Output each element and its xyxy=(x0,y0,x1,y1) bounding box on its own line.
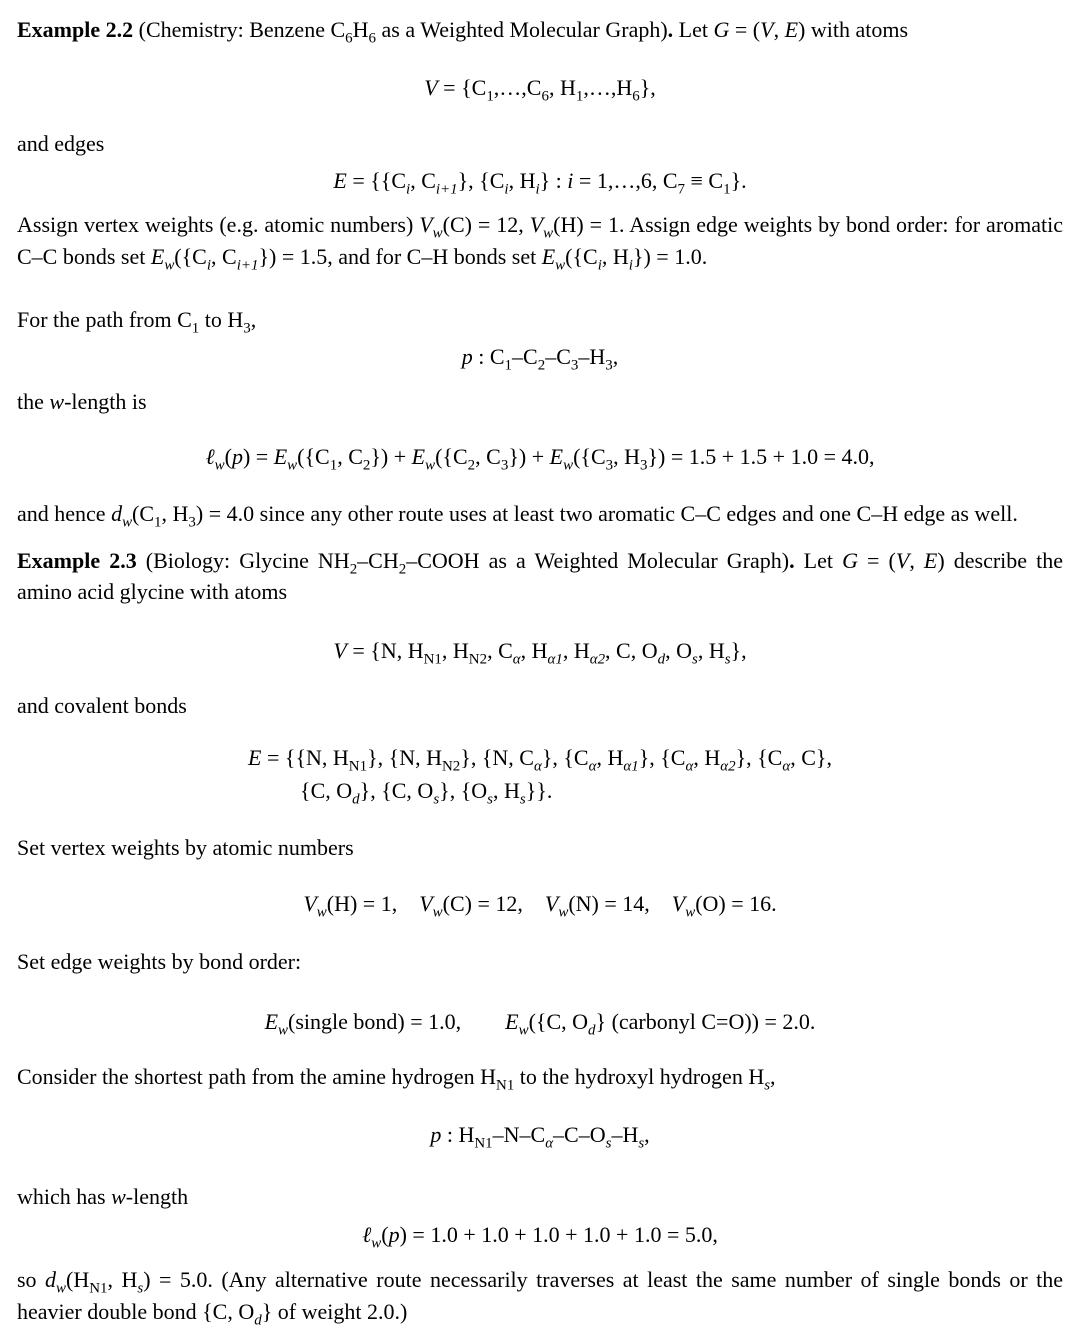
text-segment: = {{N, H xyxy=(261,745,349,771)
eq-glycine-edge-set-line1 xyxy=(248,741,832,774)
text-segment: and hence xyxy=(17,501,112,527)
text-segment: , xyxy=(250,306,257,332)
text-segment: }) + xyxy=(370,444,412,470)
text-segment: –N–C xyxy=(492,1122,546,1148)
text-segment: ,…,C xyxy=(493,75,542,101)
text-segment: H xyxy=(352,17,369,42)
text-segment: }) = 1.5, and for C–H bonds set xyxy=(258,243,542,269)
text-segment: 2 xyxy=(467,457,476,474)
para-set-vertex-weights xyxy=(17,832,1063,863)
text-segment: , H xyxy=(693,745,721,771)
text-segment: E xyxy=(541,243,556,269)
text-segment: }) = 1.5 + 1.5 + 1.0 = 4.0, xyxy=(647,444,875,470)
text-segment: V xyxy=(424,75,438,101)
text-segment: }, {C xyxy=(457,168,505,194)
text-segment: V xyxy=(671,890,686,916)
text-segment: , H xyxy=(697,638,725,664)
text-segment: w xyxy=(111,1184,126,1210)
text-segment: to the hydroxyl hydrogen H xyxy=(514,1063,765,1089)
text-segment: (C) = 12, xyxy=(442,890,545,916)
text-segment: α1 xyxy=(547,651,563,668)
text-segment: and edges xyxy=(17,131,105,157)
text-segment: , xyxy=(909,547,924,573)
text-segment: E xyxy=(248,745,262,771)
text-segment: w xyxy=(122,514,133,531)
text-segment: V xyxy=(895,547,910,573)
eq-benzene-edge-set xyxy=(17,164,1063,197)
text-segment: so xyxy=(17,1267,46,1293)
text-segment: V xyxy=(529,212,544,238)
text-segment: 1 xyxy=(504,357,513,374)
text-segment: 1 xyxy=(575,88,584,105)
text-segment: ) = 4.0 since any other route uses at least two aromatic C–C edges and one C–H edge as well. xyxy=(195,501,1018,527)
eq-glycine-vertex-set xyxy=(17,634,1063,667)
text-segment: N1 xyxy=(496,1077,515,1094)
text-segment: G xyxy=(842,547,858,573)
text-segment: Let xyxy=(673,17,714,42)
text-segment: s xyxy=(433,791,440,808)
text-segment: Consider the shortest path from the amine hydrogen H xyxy=(17,1063,497,1089)
text-segment: }, {N, C xyxy=(460,745,534,771)
text-segment: p xyxy=(430,1122,442,1148)
text-segment: w xyxy=(432,903,443,920)
text-segment: , H xyxy=(441,638,469,664)
text-segment: }, {C, O xyxy=(359,778,434,804)
text-segment: Set vertex weights by atomic numbers xyxy=(17,835,354,861)
text-segment: 1 xyxy=(329,457,338,474)
text-segment: , C xyxy=(410,168,436,194)
text-segment: i xyxy=(567,168,574,194)
text-segment: Let xyxy=(794,547,843,573)
text-segment: E xyxy=(273,444,288,470)
text-segment: , O xyxy=(665,638,692,664)
text-segment: E xyxy=(923,547,938,573)
text-segment: , C xyxy=(337,444,363,470)
text-segment: E xyxy=(549,444,564,470)
text-segment: }, {N, H xyxy=(367,745,442,771)
text-segment: –CH xyxy=(357,547,399,573)
text-segment: ({C xyxy=(565,243,598,269)
text-segment: 2 xyxy=(362,457,371,474)
text-segment: (C xyxy=(132,501,155,527)
text-segment: d xyxy=(111,501,123,527)
text-segment: : H xyxy=(441,1122,475,1148)
eq-glycine-edge-set-line2 xyxy=(248,774,832,807)
para-which-has-w-length xyxy=(17,1181,1063,1212)
text-segment: –C–O xyxy=(553,1122,606,1148)
text-segment: -length is xyxy=(64,389,147,415)
text-segment: , H xyxy=(107,1267,138,1293)
text-segment: , C xyxy=(475,444,501,470)
text-segment: d xyxy=(588,1022,596,1039)
text-segment: s xyxy=(691,651,698,668)
text-segment: V xyxy=(419,212,433,238)
text-segment: V xyxy=(303,890,317,916)
eq-glycine-vertex-weights xyxy=(17,887,1063,920)
example-2-2-heading xyxy=(17,14,1063,45)
text-segment: V xyxy=(544,890,559,916)
text-segment: as a Weighted Molecular Graph) xyxy=(376,17,668,42)
text-segment: N2 xyxy=(441,758,461,775)
text-segment: ) describe the amino acid glycine with atoms xyxy=(17,547,1063,604)
text-segment: Set edge weights by bond order: xyxy=(17,948,302,974)
text-segment: 6 xyxy=(368,30,376,47)
text-segment: p xyxy=(461,344,473,370)
text-segment: –C xyxy=(545,344,571,370)
text-segment: N1 xyxy=(423,651,442,668)
text-segment: E xyxy=(784,17,799,42)
text-segment: i xyxy=(206,257,212,274)
text-segment: V xyxy=(760,17,774,42)
text-segment: s xyxy=(638,1135,645,1152)
text-segment: = 1,…,6, C xyxy=(573,168,678,194)
text-segment: (C) = 12, xyxy=(442,212,530,238)
text-segment: d xyxy=(45,1267,57,1293)
eq-benzene-path xyxy=(17,340,1063,373)
text-segment: w xyxy=(278,1022,289,1039)
para-hence-distance xyxy=(17,498,1063,529)
text-segment: ≡ C xyxy=(684,168,724,194)
example-2-3-heading xyxy=(17,545,1063,607)
text-segment: (single bond) = 1.0, xyxy=(288,1008,506,1034)
text-segment: 3 xyxy=(605,457,614,474)
text-segment: V xyxy=(419,890,433,916)
text-segment: 3 xyxy=(500,457,509,474)
text-segment: w xyxy=(49,389,65,415)
text-segment: i xyxy=(535,181,540,198)
text-segment: w xyxy=(425,457,436,474)
text-segment: α xyxy=(588,758,597,775)
text-segment: ℓ xyxy=(205,444,215,470)
text-segment: = ( xyxy=(729,17,761,42)
text-and-covalent-bonds xyxy=(17,690,1063,721)
eq-glycine-edge-set-lines xyxy=(248,741,832,807)
text-segment: 3 xyxy=(605,357,613,374)
text-segment: ( xyxy=(224,444,232,470)
text-segment: s xyxy=(605,1135,612,1152)
text-segment: (H) = 1, xyxy=(326,890,420,916)
eq-glycine-edge-weights xyxy=(17,1005,1063,1038)
text-segment: w xyxy=(543,225,554,242)
eq-glycine-edge-set xyxy=(17,741,1063,807)
text-segment: d xyxy=(657,651,666,668)
text-segment: Example 2.3 xyxy=(17,547,137,573)
text-segment: ({C xyxy=(174,243,207,269)
text-segment: (H xyxy=(66,1267,90,1293)
text-segment: α1 xyxy=(623,758,639,775)
text-segment: For the path from C xyxy=(17,306,192,332)
text-segment: s xyxy=(724,651,731,668)
text-segment: i+1 xyxy=(236,257,259,274)
text-segment: ({C xyxy=(573,444,606,470)
text-segment: , H xyxy=(493,778,520,804)
text-segment: = ( xyxy=(857,547,896,573)
text-segment: , H xyxy=(613,444,640,470)
text-segment: p xyxy=(388,1222,400,1248)
text-segment: α xyxy=(685,758,694,775)
text-segment: to H xyxy=(199,306,244,332)
text-segment: V xyxy=(333,638,347,664)
text-segment: ) with atoms xyxy=(798,17,909,42)
text-segment: , xyxy=(644,1122,650,1148)
text-segment: }. xyxy=(730,168,747,194)
text-segment: }, {C xyxy=(541,745,589,771)
text-segment: i xyxy=(628,257,633,274)
text-segment: ℓ xyxy=(362,1222,372,1248)
text-segment: α2 xyxy=(720,758,736,775)
text-segment: = {C xyxy=(437,75,487,101)
text-segment: }}. xyxy=(525,778,553,804)
text-segment: w xyxy=(432,225,443,242)
eq-benzene-w-length xyxy=(17,440,1063,473)
text-segment: i+1 xyxy=(435,181,458,198)
text-segment: }, {C xyxy=(638,745,686,771)
text-segment: w xyxy=(555,257,566,274)
text-segment: s xyxy=(137,1280,144,1297)
text-segment: ({C xyxy=(297,444,330,470)
text-segment: -length xyxy=(125,1184,189,1210)
eq-glycine-path xyxy=(17,1118,1063,1151)
text-segment: 7 xyxy=(677,181,685,198)
text-segment: 3 xyxy=(570,357,579,374)
text-segment: 6 xyxy=(632,88,640,105)
text-segment: w xyxy=(56,1280,67,1297)
text-segment: }) = 1.0. xyxy=(632,243,708,269)
text-segment: , H xyxy=(508,168,536,194)
text-segment: d xyxy=(352,791,360,808)
para-assign-weights xyxy=(17,209,1064,274)
text-segment: ({C xyxy=(435,444,468,470)
text-segment: , xyxy=(773,17,785,42)
text-segment: ({C, O xyxy=(528,1008,589,1034)
text-segment: 1 xyxy=(191,320,200,337)
text-segment: α xyxy=(782,758,791,775)
text-segment: w xyxy=(563,457,574,474)
text-segment: 2 xyxy=(398,561,407,578)
text-segment: , H xyxy=(548,75,576,101)
text-segment: E xyxy=(264,1008,279,1034)
text-segment: , H xyxy=(596,745,624,771)
text-segment: w xyxy=(316,903,327,920)
text-segment: E xyxy=(505,1008,519,1034)
para-set-edge-weights xyxy=(17,946,1063,977)
text-segment: }, {C xyxy=(735,745,783,771)
text-segment: G xyxy=(713,17,730,42)
text-segment: N1 xyxy=(89,1280,108,1297)
para-consider-path xyxy=(17,1061,1063,1092)
text-segment: . xyxy=(789,547,795,573)
text-segment: 2 xyxy=(349,561,358,578)
text-segment: 6 xyxy=(541,88,549,105)
text-segment: 1 xyxy=(154,514,162,531)
text-segment: α xyxy=(533,758,542,775)
text-segment: w xyxy=(164,257,175,274)
text-segment: s xyxy=(519,791,526,808)
text-segment: –H xyxy=(578,344,606,370)
text-segment: d xyxy=(254,1311,262,1328)
text-segment: 2 xyxy=(537,357,546,374)
text-segment: , C xyxy=(211,243,237,269)
text-segment: } of weight 2.0.) xyxy=(261,1298,408,1324)
text-segment: E xyxy=(411,444,426,470)
text-segment: }) + xyxy=(508,444,550,470)
text-segment: 3 xyxy=(188,514,196,531)
text-segment: and covalent bonds xyxy=(17,693,187,719)
text-segment: which has xyxy=(17,1184,112,1210)
text-segment: 3 xyxy=(243,320,251,337)
text-segment: (H) = 1. Assign edge weights by bond order: for aromatic C–C bonds set xyxy=(17,212,1064,269)
text-segment: }, {O xyxy=(439,778,488,804)
text-segment: (Chemistry: Benzene C xyxy=(133,17,346,42)
text-segment: w xyxy=(558,903,569,920)
text-segment: } (carbonyl C=O)) = 2.0. xyxy=(595,1008,816,1034)
para-w-length-is xyxy=(17,386,1063,417)
text-segment: w xyxy=(287,457,298,474)
text-segment: , C, O xyxy=(605,638,658,664)
text-segment: –C xyxy=(512,344,538,370)
text-segment: ,…,H xyxy=(583,75,633,101)
text-segment: , C xyxy=(487,638,513,664)
text-segment: α2 xyxy=(589,651,606,668)
text-segment: = {N, H xyxy=(346,638,424,664)
text-segment: , H xyxy=(161,501,189,527)
text-segment: α xyxy=(545,1135,554,1152)
text-segment: N2 xyxy=(468,651,488,668)
text-segment: ) = 1.0 + 1.0 + 1.0 + 1.0 + 1.0 = 5.0, xyxy=(399,1222,718,1248)
text-segment: i xyxy=(597,257,602,274)
text-segment: s xyxy=(487,791,493,808)
text-segment: ) = xyxy=(242,444,274,470)
text-segment: , H xyxy=(520,638,548,664)
text-segment: 1 xyxy=(486,88,494,105)
text-segment: (Biology: Glycine NH xyxy=(136,547,350,573)
text-segment: w xyxy=(518,1022,529,1039)
text-segment: i xyxy=(504,181,509,198)
text-segment: s xyxy=(764,1077,771,1094)
text-segment: 1 xyxy=(723,181,731,198)
text-segment: –COOH as a Weighted Molecular Graph) xyxy=(406,547,790,573)
text-segment: E xyxy=(150,243,165,269)
text-segment: , C}, xyxy=(790,745,832,771)
text-segment: w xyxy=(685,903,696,920)
text-segment: {C, O xyxy=(300,778,353,804)
text-segment: w xyxy=(214,457,225,474)
text-segment: , H xyxy=(562,638,590,664)
text-segment: –H xyxy=(611,1122,639,1148)
text-segment: the xyxy=(17,389,50,415)
text-segment: , xyxy=(770,1063,776,1089)
text-segment: }, xyxy=(730,638,747,664)
text-segment: = {{C xyxy=(346,168,407,194)
text-segment: N1 xyxy=(348,758,368,775)
text-segment: 6 xyxy=(345,30,353,47)
text-segment: , xyxy=(612,344,619,370)
text-segment: α xyxy=(512,651,521,668)
text-segment: }, xyxy=(639,75,656,101)
text-segment: 3 xyxy=(640,457,648,474)
text-segment: Example 2.2 xyxy=(17,17,134,42)
text-segment: : C xyxy=(472,344,505,370)
text-segment: (N) = 14, xyxy=(568,890,672,916)
text-segment: Assign vertex weights (e.g. atomic numbers) xyxy=(17,212,420,238)
text-segment: . xyxy=(667,17,674,42)
text-segment: p xyxy=(231,444,243,470)
text-segment: } : xyxy=(539,168,568,194)
text-segment: w xyxy=(371,1235,382,1252)
text-segment: E xyxy=(333,168,347,194)
para-conclusion xyxy=(17,1264,1063,1326)
para-for-path xyxy=(17,304,1063,335)
text-segment: N1 xyxy=(474,1135,493,1152)
text-and-edges xyxy=(17,128,1063,159)
text-segment: , H xyxy=(601,243,629,269)
text-segment: ( xyxy=(381,1222,389,1248)
eq-benzene-vertex-set xyxy=(17,71,1063,104)
text-segment: ) = 5.0. (Any alternative route necessarily traverses at least the same number of single bonds or the heavier double bond {C, O xyxy=(17,1267,1064,1324)
text-segment: (O) = 16. xyxy=(695,890,777,916)
text-segment: i xyxy=(406,181,411,198)
